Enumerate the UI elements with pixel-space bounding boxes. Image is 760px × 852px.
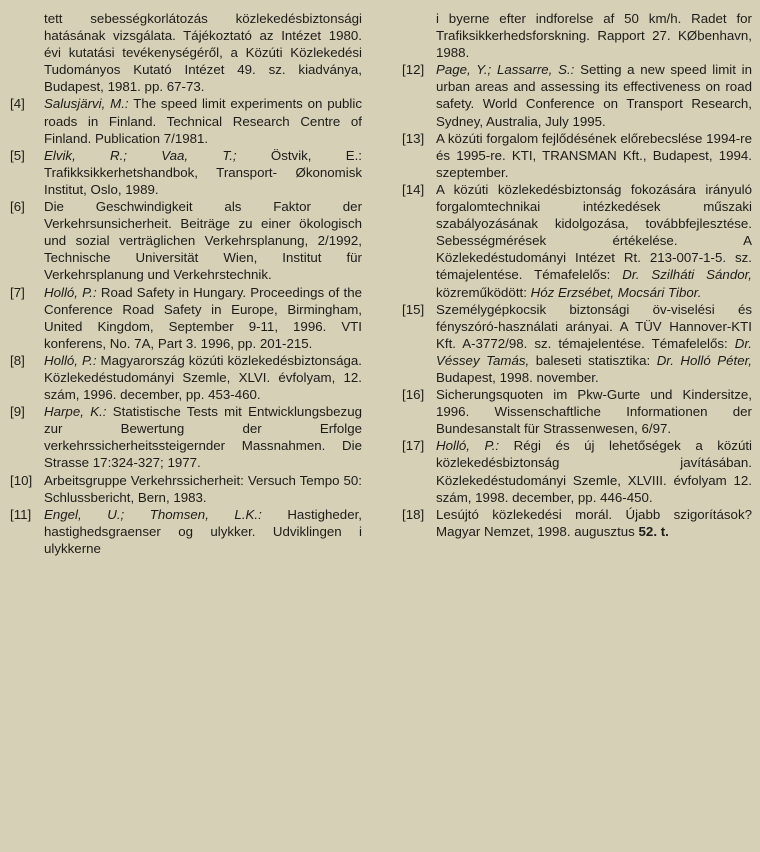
reference-author: Holló, P.: xyxy=(44,284,97,300)
reference-number: [8] xyxy=(10,352,25,368)
reference-text: i byerne efter indforelse af 50 km/h. Radet for Trafiksikkerhedsforskning. Rapport 27. KØbenhavn, 1988. xyxy=(436,11,752,61)
reference-number: [15] xyxy=(402,301,425,317)
reference-author: Holló, P.: xyxy=(44,352,97,368)
reference-number: [11] xyxy=(10,506,32,522)
reference-author: Salusjärvi, M.: xyxy=(44,96,129,112)
reference-item xyxy=(402,506,752,540)
reference-author: Elvik, R.; Vaa, T.; xyxy=(44,147,237,163)
reference-number: [6] xyxy=(10,199,25,215)
reference-item xyxy=(10,284,362,352)
reference-item xyxy=(402,181,752,301)
reference-responsible: Dr. Szilháti Sándor, xyxy=(622,267,752,283)
reference-text: Hastigheder, hastighedsgraenser og ulykker. Udviklingen i ulykkerne xyxy=(44,506,362,556)
reference-statistics-author: Dr. Holló Péter, xyxy=(656,352,752,368)
reference-text: A közúti forgalom fejlődésének előrebecslése 1994-re és 1995-re. KTI, TRANSMAN Kft., Budapest, 1994. szeptember. xyxy=(436,130,752,180)
reference-text-tail: Budapest, 1998. november. xyxy=(436,369,599,385)
reference-item xyxy=(402,61,752,129)
reference-text: Setting a new speed limit in urban areas and assessing its effectiveness on road safety. World Conference on Transport Research, Sydney, Australia, July 1995. xyxy=(436,62,752,129)
reference-text: Road Safety in Hungary. Proceedings of the Conference Road Safety in Europe, Birmingham, United Kingdom, September 9-11, 1996. VTI konferens, No. 7A, Part 3. 1996, pp. 201-215. xyxy=(44,284,362,351)
reference-item xyxy=(402,386,752,437)
reference-text: Személygépkocsik biztonsági öv-viselési és fényszóró-használati arányai. A TÜV Hannover-KTI Kft. A-3772/98. sz. témajelentése. Témafelelős: xyxy=(436,301,752,351)
reference-text: Régi és új lehetőségek a közúti közlekedésbiztonság javításában. Közlekedéstudományi Szemle, XLVIII. évfolyam 12. szám, 1998. december, pp. 446-450. xyxy=(436,438,752,505)
reference-item xyxy=(10,352,362,403)
reference-bold-tail: 52. t. xyxy=(638,523,669,539)
reference-text: Sicherungsquoten im Pkw-Gurte und Kindersitze, 1996. Wissenschaftliche Informationen der Bundesanstalt für Strassenwesen, 6/97. xyxy=(436,387,752,437)
reference-text: Magyarország közúti közlekedésbiztonsága. Közlekedéstudományi Szemle, XLVI. évfolyam, 12. szám, 1996. december, pp. 453-460. xyxy=(44,352,362,403)
reference-item xyxy=(10,472,362,506)
reference-item xyxy=(10,198,362,283)
reference-item xyxy=(402,130,752,181)
reference-author: Page, Y.; Lassarre, S.: xyxy=(436,62,575,78)
reference-contributors: Hóz Erzsébet, Mocsári Tibor. xyxy=(530,284,702,300)
reference-number: [18] xyxy=(402,506,425,522)
reference-item xyxy=(10,95,362,146)
reference-item xyxy=(10,403,362,471)
reference-number: [7] xyxy=(10,284,25,300)
reference-number: [9] xyxy=(10,404,25,420)
reference-number: [17] xyxy=(402,438,425,454)
reference-item xyxy=(402,301,752,386)
reference-text: Östvik, E.: Trafikksikkerhetshandbok, Transport- Økonomisk Institut, Oslo, 1989. xyxy=(44,147,362,197)
reference-number: [13] xyxy=(402,130,425,146)
reference-item xyxy=(10,506,362,557)
reference-text: Lesújtó közlekedési morál. Újabb szigorítások? Magyar Nemzet, 1998. augusztus xyxy=(436,506,752,539)
reference-continuation xyxy=(10,10,362,95)
reference-author: Holló, P.: xyxy=(436,438,500,454)
reference-text-mid: közreműködött: xyxy=(436,284,527,300)
reference-number: [16] xyxy=(402,387,425,403)
reference-text-mid: baleseti statisztika: xyxy=(535,352,651,368)
reference-text: Arbeitsgruppe Verkehrssicherheit: Versuch Tempo 50: Schlussbericht, Bern, 1983. xyxy=(44,472,362,505)
reference-text: tett sebességkorlátozás közlekedésbiztonsági hatásának vizsgálata. Tájékoztató az Intézet 1980. évi kutatási tevékenységéről, a Közúti Közlekedési Tudományos Kutató Intézet 49. sz. kiadványa, Budapest, 1981. pp. 67-73. xyxy=(44,11,362,95)
reference-number: [4] xyxy=(10,96,25,112)
reference-item xyxy=(402,437,752,505)
reference-continuation xyxy=(402,10,752,61)
reference-number: [12] xyxy=(402,62,425,78)
reference-text: A közúti közlekedésbiztonság fokozására irányuló forgalomtechnikai intézkedések műszaki szabályozásának kidolgozása, továbbfejlesztése. Sebességmérések értékelése. A Közlekedéstudományi Intézet Rt. 213-007-1-5. sz. témajelentése. Témafelelős: xyxy=(436,181,752,283)
reference-number: [14] xyxy=(402,181,425,197)
reference-text: Statistische Tests mit Entwicklungsbezug zur Bewertung der Erfolge verkehrssicherheitssteigernder Massnahmen. Die Strasse 17:324-327; 1977. xyxy=(44,404,362,471)
reference-author: Engel, U.; Thomsen, L.K.: xyxy=(44,506,262,522)
reference-item xyxy=(10,147,362,198)
reference-text: The speed limit experiments on public roads in Finland. Technical Research Centre of Finland. Publication 7/1981. xyxy=(44,96,362,146)
left-column xyxy=(10,10,362,557)
reference-text: Die Geschwindigkeit als Faktor der Verkehrsunsicherheit. Beiträge zu einer ökologisch und sozial verträglichen Verkehrsplanung, 2/1992, Technische Universität Wien, Institut für Verkehrsplanung und Verkehrstechnik. xyxy=(44,199,362,283)
reference-number: [5] xyxy=(10,147,25,163)
reference-responsible: Dr. Véssey Tamás, xyxy=(436,335,752,368)
reference-author: Harpe, K.: xyxy=(44,404,107,420)
right-column xyxy=(402,10,752,540)
reference-number: [10] xyxy=(10,472,33,488)
